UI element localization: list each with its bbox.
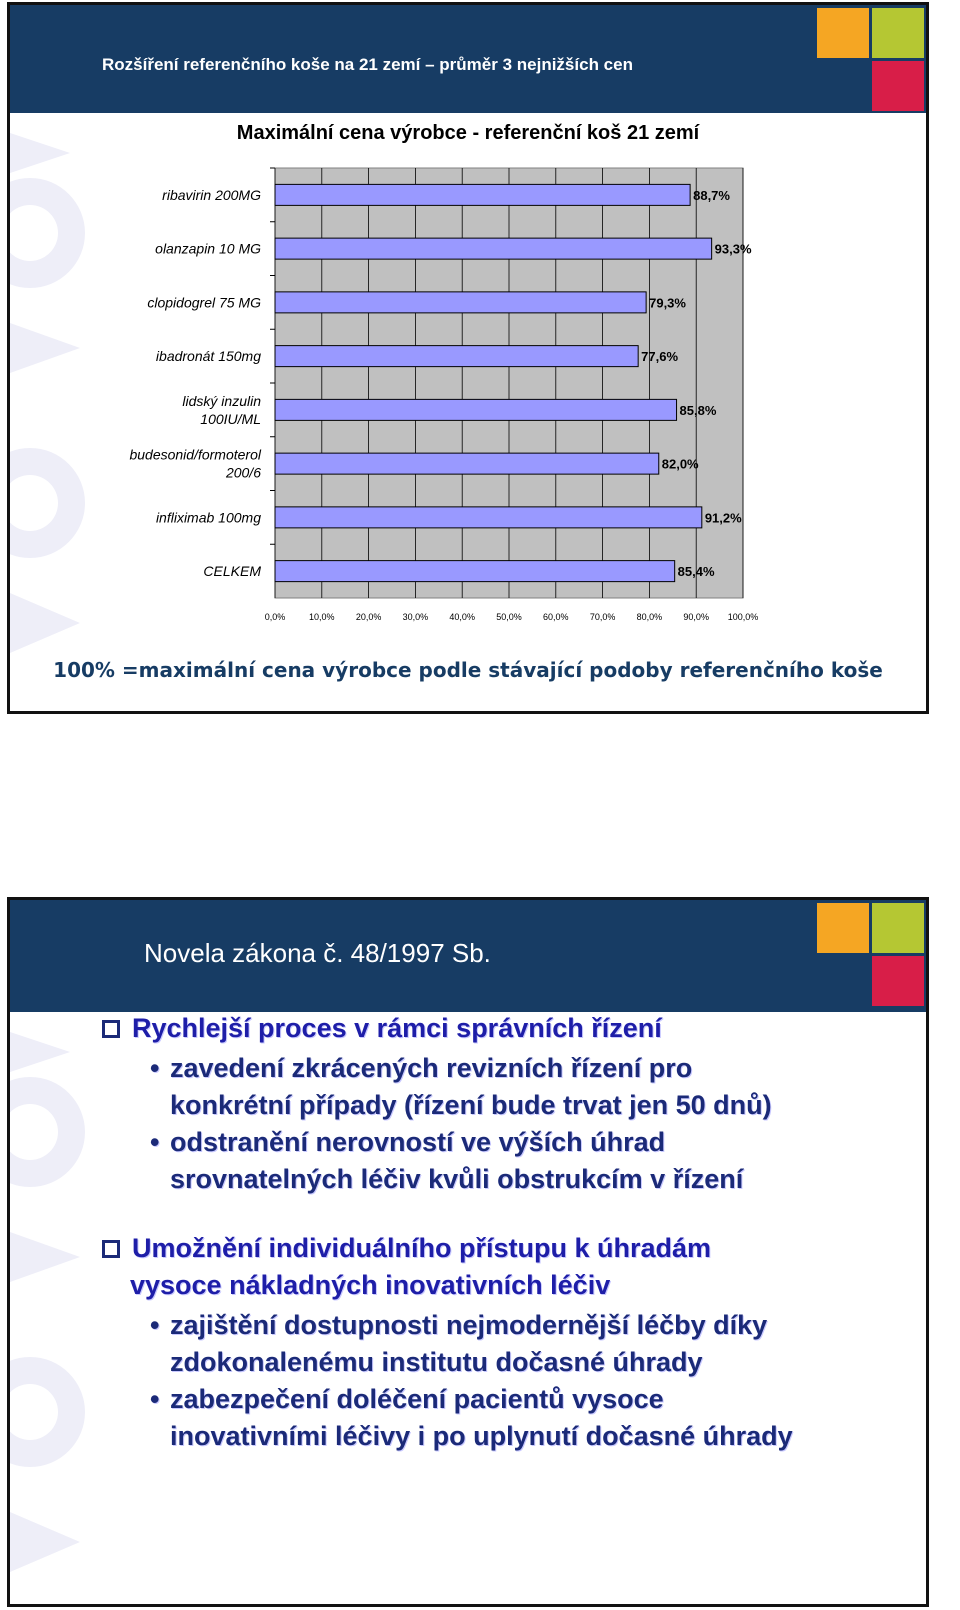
sub-line: srovnatelných léčiv kvůli obstrukcím v řízení bbox=[170, 1164, 744, 1194]
bar bbox=[275, 346, 638, 367]
sub-line: zavedení zkrácených revizních řízení pro bbox=[170, 1053, 693, 1083]
sub-line: odstranění nerovností ve výších úhrad bbox=[170, 1127, 666, 1157]
red-square bbox=[872, 956, 924, 1006]
slide-title: Novela zákona č. 48/1997 Sb. bbox=[144, 938, 491, 968]
slide-header bbox=[10, 5, 926, 113]
green-square bbox=[872, 903, 924, 953]
bullet-dot-icon: • bbox=[150, 1384, 160, 1414]
x-tick-label: 70,0% bbox=[589, 612, 616, 622]
category-label: lidský inzulin bbox=[182, 392, 261, 409]
green-square bbox=[872, 8, 924, 58]
x-tick-label: 50,0% bbox=[496, 612, 522, 622]
brand-squares bbox=[814, 900, 926, 1008]
bullet-heading-2-cont bbox=[130, 1270, 610, 1301]
x-tick-label: 90,0% bbox=[683, 612, 709, 622]
data-label: 93,3% bbox=[714, 241, 752, 257]
category-label: ribavirin 200MG bbox=[162, 186, 261, 203]
slide-2 bbox=[7, 897, 929, 1607]
bar bbox=[275, 399, 677, 420]
sub-bullet-2-2 bbox=[150, 1381, 910, 1455]
x-tick-label: 60,0% bbox=[543, 612, 569, 622]
sun-decoration-icon bbox=[10, 1012, 100, 1607]
sub-line: konkrétní případy (řízení bude trvat jen 50 dnů) bbox=[170, 1090, 772, 1120]
bar bbox=[275, 238, 712, 259]
heading-line: Rychlejší proces v rámci správních řízení bbox=[132, 1013, 662, 1043]
heading-line: Umožnění individuálního přístupu k úhradám bbox=[132, 1233, 712, 1263]
x-tick-label: 80,0% bbox=[636, 612, 663, 622]
category-label: clopidogrel 75 MG bbox=[147, 294, 261, 311]
slide-1 bbox=[7, 2, 929, 714]
chart-title: Maximální cena výrobce - referenční koš 21 zemí bbox=[236, 122, 700, 144]
heading-line: vysoce nákladných inovativních léčiv bbox=[130, 1270, 611, 1300]
sub-bullet-2-1 bbox=[150, 1307, 910, 1381]
category-label: CELKEM bbox=[203, 563, 261, 580]
data-label: 85,8% bbox=[679, 402, 717, 418]
category-label: budesonid/formoterol bbox=[129, 446, 261, 463]
category-label: olanzapin 10 MG bbox=[155, 240, 261, 257]
category-label: infliximab 100mg bbox=[155, 509, 261, 526]
bar bbox=[275, 507, 702, 528]
bar bbox=[275, 453, 659, 474]
category-label: 100IU/ML bbox=[200, 410, 261, 427]
sub-bullet-1-1 bbox=[150, 1050, 910, 1124]
bullet-heading-2 bbox=[102, 1233, 711, 1264]
x-tick-label: 100,0% bbox=[727, 612, 759, 622]
slide-title: Rozšíření referenčního koše na 21 zemí – průměr 3 nejnižších cen bbox=[102, 55, 633, 74]
bullet-dot-icon: • bbox=[150, 1310, 160, 1340]
red-square bbox=[872, 61, 924, 111]
orange-square bbox=[817, 903, 869, 953]
data-label: 85,4% bbox=[677, 564, 715, 580]
bar bbox=[275, 561, 675, 582]
bar bbox=[275, 184, 690, 205]
sub-line: inovativními léčivy i po uplynutí dočasné úhrady bbox=[170, 1421, 793, 1451]
data-label: 88,7% bbox=[693, 187, 730, 203]
x-tick-label: 40,0% bbox=[449, 612, 475, 622]
brand-squares bbox=[814, 5, 926, 113]
chart-footnote: 100% =maximální cena výrobce podle stávající podoby referenčního koše bbox=[53, 658, 883, 682]
x-tick-label: 0,0% bbox=[264, 612, 286, 622]
bullet-heading-1 bbox=[102, 1013, 662, 1044]
bar bbox=[275, 292, 646, 313]
data-label: 79,3% bbox=[649, 295, 686, 311]
data-label: 91,2% bbox=[704, 510, 742, 526]
x-tick-label: 10,0% bbox=[309, 612, 335, 622]
slide-header bbox=[10, 900, 926, 1012]
data-label: 77,6% bbox=[641, 349, 679, 365]
sub-line: zdokonalenému institutu dočasné úhrady bbox=[170, 1347, 703, 1377]
checkbox-bullet-icon bbox=[102, 1240, 120, 1258]
sub-line: zajištění dostupnosti nejmodernější léčby díky bbox=[170, 1310, 768, 1340]
x-tick-label: 30,0% bbox=[402, 612, 429, 622]
checkbox-bullet-icon bbox=[102, 1020, 120, 1038]
orange-square bbox=[817, 8, 869, 58]
sub-line: zabezpečení doléčení pacientů vysoce bbox=[170, 1384, 664, 1414]
x-tick-label: 20,0% bbox=[355, 612, 382, 622]
category-label: 200/6 bbox=[225, 464, 261, 481]
bar-chart bbox=[10, 165, 926, 635]
data-label: 82,0% bbox=[661, 456, 699, 472]
category-label: ibadronát 150mg bbox=[155, 348, 261, 365]
sub-bullet-1-2 bbox=[150, 1124, 910, 1198]
bullet-dot-icon: • bbox=[150, 1053, 160, 1083]
bullet-dot-icon: • bbox=[150, 1127, 160, 1157]
